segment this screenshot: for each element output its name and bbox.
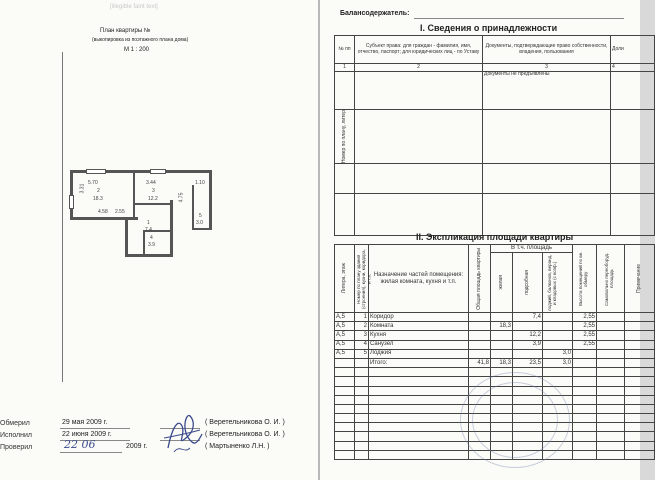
- expl-header-total: Общая площадь квартиры: [475, 247, 482, 310]
- table-row: [335, 313, 655, 322]
- cell-height: 2,55: [573, 340, 597, 349]
- cell-total: [469, 322, 491, 331]
- table-row: [335, 331, 655, 340]
- room2-dimension: 5.70: [88, 180, 98, 186]
- cell-no: [355, 358, 369, 367]
- dimension-b: 2.55: [115, 209, 125, 215]
- room3-side: 4.75: [178, 192, 185, 203]
- cell-liter: А,5: [335, 322, 355, 331]
- expl-header-self: Самовольно переоборуд. площадь: [603, 251, 614, 306]
- plan-title: План квартиры №: [100, 28, 151, 34]
- cell-loggia: [543, 340, 573, 349]
- room2-side: 3.31: [79, 183, 86, 194]
- expl-header-height: Высота помещений по вн. обмеру: [577, 251, 588, 306]
- room4-number: 4: [150, 235, 153, 241]
- ownership-col-4: 4: [611, 64, 655, 72]
- cell-note: [625, 349, 655, 358]
- executed-person: ( Веретельникова О. И. ): [205, 431, 285, 438]
- stamp-seal-inner: [472, 382, 558, 458]
- room4-area: 3.9: [148, 242, 155, 248]
- cell-loggia: [543, 331, 573, 340]
- cell-loggia: 3,0: [543, 358, 573, 367]
- cell-aux: 23,5: [513, 358, 543, 367]
- section2-title: II. Экспликация площади квартиры: [416, 232, 574, 242]
- cell-name: Лоджия: [369, 349, 469, 358]
- cell-aux: [513, 322, 543, 331]
- ownership-side-label: Номер по плану, литер: [340, 110, 347, 164]
- cell-name: Комната: [369, 322, 469, 331]
- left-page: [0, 0, 318, 480]
- cell-self: [597, 358, 625, 367]
- ownership-header-num: № пп: [335, 36, 355, 64]
- cell-liter: А,5: [335, 349, 355, 358]
- cell-loggia: [543, 313, 573, 322]
- checked-date-handwritten: 22 06: [64, 438, 96, 451]
- cell-total: [469, 340, 491, 349]
- cell-no: 5: [355, 349, 369, 358]
- cell-no: 1: [355, 313, 369, 322]
- cell-living: [491, 349, 513, 358]
- room1-area: 7.4: [145, 227, 152, 233]
- section1-title: I. Сведения о принадлежности: [420, 23, 558, 33]
- cell-living: [491, 331, 513, 340]
- cell-liter: А,5: [335, 313, 355, 322]
- ownership-header-share: Доли: [611, 36, 655, 64]
- plan-scale: М 1 : 200: [124, 47, 150, 53]
- cell-total: [469, 349, 491, 358]
- ownership-table: [334, 35, 655, 236]
- ownership-note: Документы не предъявлены: [483, 72, 611, 110]
- cell-note: [625, 358, 655, 367]
- ownership-col-3: 3: [483, 64, 611, 72]
- checked-label: Проверил: [0, 444, 33, 451]
- expl-header-incl: В т.ч. площадь: [491, 245, 573, 253]
- measured-label: Обмерил: [0, 420, 30, 427]
- cell-self: [597, 331, 625, 340]
- balance-holder-label: Балансодержатель:: [340, 10, 410, 17]
- expl-header-living: жилая: [497, 275, 504, 290]
- cell-no: 2: [355, 322, 369, 331]
- cell-liter: [335, 358, 355, 367]
- room3-dimension: 3.44: [146, 180, 156, 186]
- room5-dimension: 1.10: [195, 180, 205, 186]
- room3-number: 3: [152, 188, 155, 194]
- expl-header-name: Назначение частей помещения: жилая комната, кухня и т.п.: [369, 245, 469, 313]
- cell-no: 4: [355, 340, 369, 349]
- measured-date: 29 мая 2009 г.: [62, 419, 108, 426]
- cell-note: [625, 340, 655, 349]
- cell-note: [625, 322, 655, 331]
- cell-self: [597, 340, 625, 349]
- cell-loggia: 3,0: [543, 349, 573, 358]
- cell-height: 2,55: [573, 313, 597, 322]
- cell-total: [469, 331, 491, 340]
- cell-height: 2,55: [573, 322, 597, 331]
- cell-living: [491, 340, 513, 349]
- expl-header-aux: подсобная: [523, 270, 530, 295]
- room5-number: 5: [199, 213, 202, 219]
- cell-aux: 3,9: [513, 340, 543, 349]
- cell-living: 18,3: [491, 358, 513, 367]
- table-row: [335, 358, 655, 367]
- checked-year: 2009 г.: [126, 443, 148, 450]
- executed-label: Исполнил: [0, 432, 33, 439]
- cell-loggia: [543, 322, 573, 331]
- expl-header-loggia: лоджий, балконов, веранд, и кладовых (с коэф.): [546, 254, 557, 311]
- cell-self: [597, 313, 625, 322]
- table-row: [335, 340, 655, 349]
- cell-height: [573, 358, 597, 367]
- room5-area: 3.0: [196, 220, 203, 226]
- cell-aux: [513, 349, 543, 358]
- ownership-header-subject: Субъект права: для граждан - фамилия, имя, отчество, паспорт; для юридических лиц - по Уставу: [355, 36, 483, 64]
- room1-number: 1: [147, 220, 150, 226]
- signature-scribble: [160, 408, 206, 456]
- ownership-header-documents: Документы, подтверждающие право собственности, владения, пользования: [483, 36, 611, 64]
- cell-note: [625, 313, 655, 322]
- cell-height: 2,55: [573, 331, 597, 340]
- cell-name: Коридор: [369, 313, 469, 322]
- cell-name: Кухня: [369, 331, 469, 340]
- dimension-a: 4.58: [98, 209, 108, 215]
- cell-liter: А,5: [335, 331, 355, 340]
- ownership-col-1: 1: [335, 64, 355, 72]
- ownership-col-2: 2: [355, 64, 483, 72]
- checked-person: ( Мартыненко Л.Н. ): [205, 443, 270, 450]
- cell-name: Санузел: [369, 340, 469, 349]
- cell-total: [469, 313, 491, 322]
- cell-self: [597, 322, 625, 331]
- executed-date: 22 июня 2009 г.: [62, 431, 112, 438]
- cell-total: 41,8: [469, 358, 491, 367]
- cell-living: 18,3: [491, 322, 513, 331]
- cell-living: [491, 313, 513, 322]
- cell-no: 3: [355, 331, 369, 340]
- expl-header-liter: Литера, этаж: [340, 263, 347, 294]
- room2-area: 18.3: [93, 196, 103, 202]
- expl-header-note: Примечание: [635, 264, 642, 293]
- table-row: [335, 322, 655, 331]
- ghost-text: [illegible faint text]: [110, 4, 158, 10]
- cell-height: [573, 349, 597, 358]
- expl-header-plan-no: Номер по плану здания (строения), кухни, коридора, и т.п.: [356, 248, 372, 309]
- cell-aux: 12,2: [513, 331, 543, 340]
- plan-subtitle: (выкопировка из поэтажного плана дома): [92, 37, 189, 43]
- cell-note: [625, 331, 655, 340]
- right-page: [320, 0, 640, 480]
- cell-liter: А,5: [335, 340, 355, 349]
- table-row: [335, 349, 655, 358]
- cell-name: Итого:: [369, 358, 469, 367]
- cell-aux: 7,4: [513, 313, 543, 322]
- room2-number: 2: [97, 188, 100, 194]
- cell-self: [597, 349, 625, 358]
- measured-person: ( Веретельникова О. И. ): [205, 419, 285, 426]
- room3-area: 12.2: [148, 196, 158, 202]
